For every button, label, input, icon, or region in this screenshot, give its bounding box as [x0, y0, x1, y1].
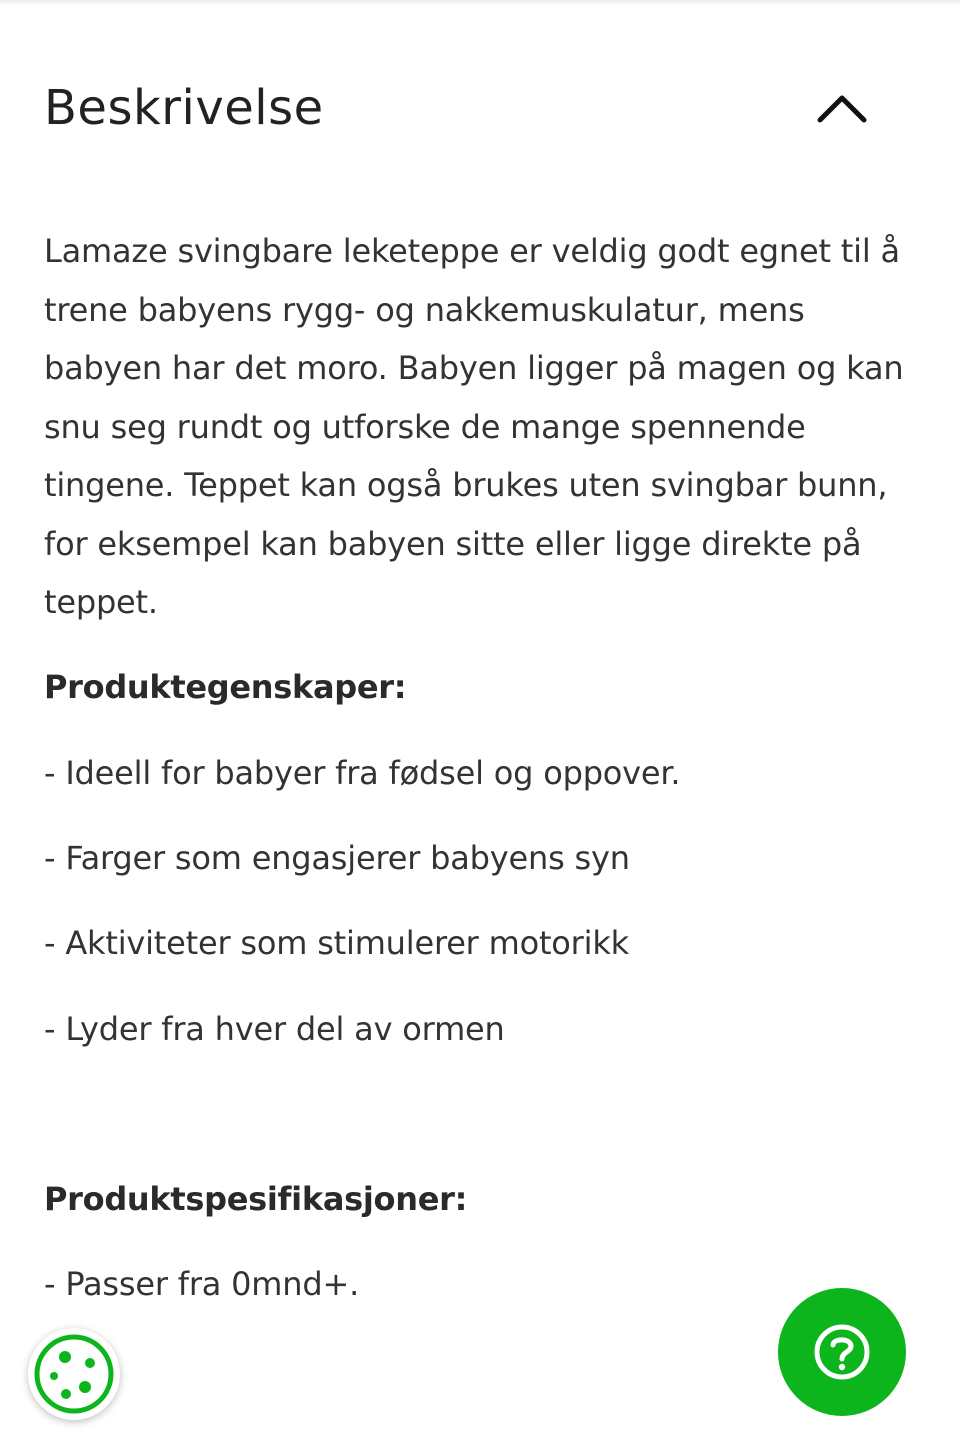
chevron-up-icon[interactable] — [812, 88, 872, 128]
features-heading: Produktegenskaper: — [44, 668, 407, 706]
section-title: Beskrivelse — [44, 80, 324, 136]
help-chat-button[interactable] — [778, 1288, 906, 1416]
feature-item: - Farger som engasjerer babyens syn — [44, 839, 630, 877]
description-body — [44, 222, 920, 632]
cookie-settings-button[interactable] — [28, 1328, 120, 1420]
feature-item: - Aktiviteter som stimulerer motorikk — [44, 924, 629, 962]
question-mark-icon — [812, 1322, 872, 1382]
feature-item: - Ideell for babyer fra fødsel og oppover. — [44, 754, 681, 792]
feature-item: - Lyder fra hver del av ormen — [44, 1010, 505, 1048]
specifications-heading: Produktspesifikasjoner: — [44, 1180, 468, 1218]
cookie-icon — [33, 1333, 115, 1415]
specification-item: - Passer fra 0mnd+. — [44, 1265, 360, 1303]
top-divider — [0, 0, 960, 6]
description-accordion-header[interactable] — [44, 72, 916, 144]
description-text: Lamaze svingbare leketeppe er veldig godt egnet til å trene babyens rygg- og nakkemuskulatur, mens babyen har det moro. Babyen ligger på magen og kan snu seg rundt og utforske de mange spennende tingene. Teppet kan også brukes uten svingbar bunn, for eksempel kan babyen sitte eller ligge direkte på teppet. — [44, 232, 904, 621]
